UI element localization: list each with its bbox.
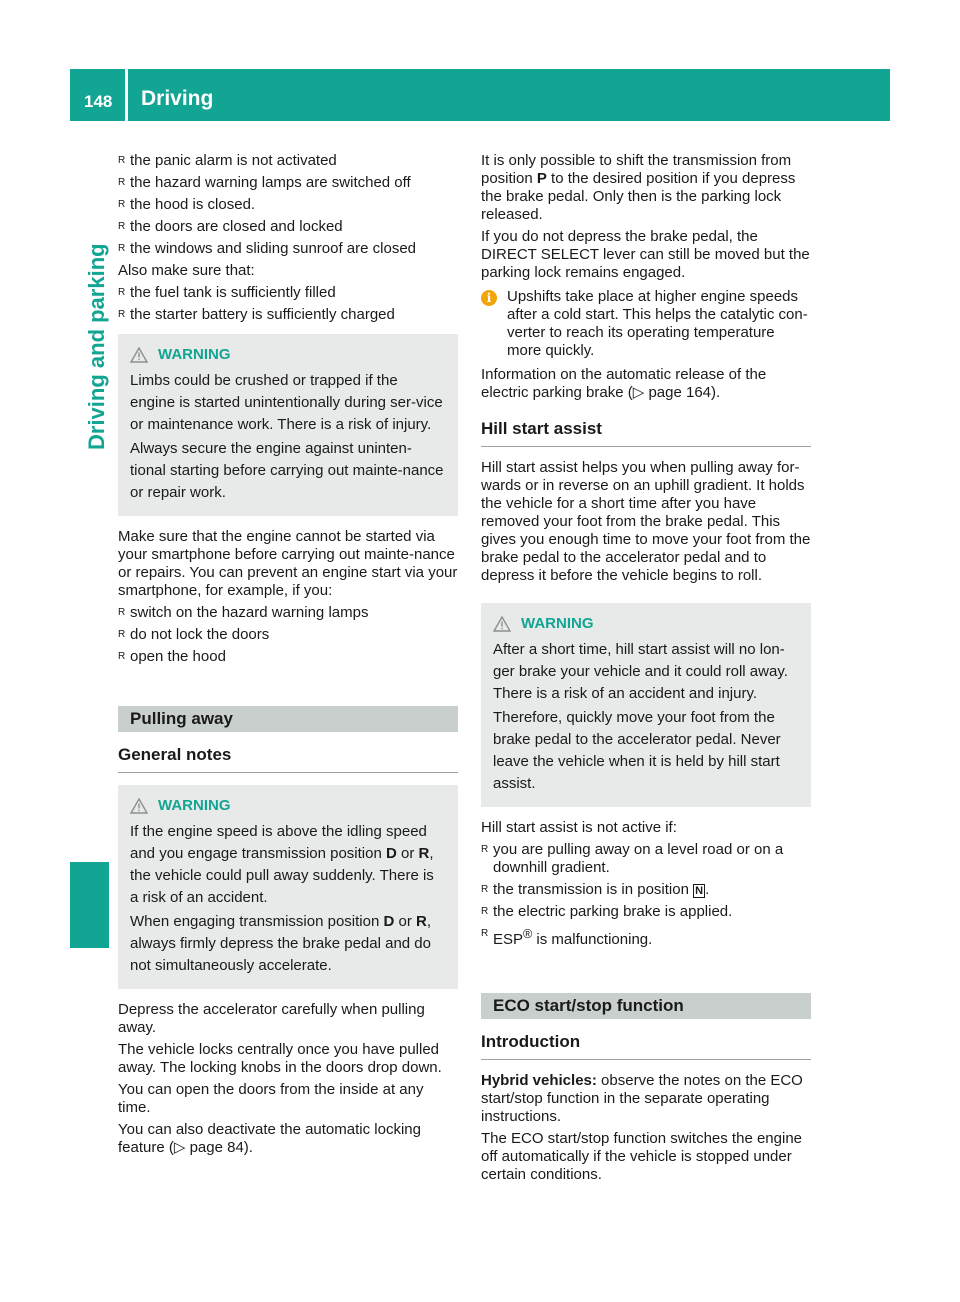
warning-text: Always secure the engine against uninten-tional starting before carrying out mainte-nance or repair work. [130, 440, 444, 501]
bullet-mark: R [118, 243, 126, 254]
body-paragraph: It is only possible to shift the transmission from position P to the desired position if you depress the brake pedal. Only then is the parking lock released. [481, 152, 796, 223]
warning-heading: WARNING [130, 344, 446, 366]
body-paragraph: Hybrid vehicles: observe the notes on the ECO start/stop function in the separate operating instructions. [481, 1072, 803, 1125]
list-item: R the hazard warning lamps are switched off [118, 174, 411, 191]
list-item: R ESP® is malfunctioning. [481, 927, 653, 948]
warning-text: Therefore, quickly move your foot from the brake pedal to the accelerator pedal. Never leave the vehicle when it is held by hill start assist. [493, 709, 781, 792]
body-paragraph: If you do not depress the brake pedal, the DIRECT SELECT lever can still be moved but the parking lock remains engaged. [481, 228, 810, 281]
body-paragraph: Depress the accelerator carefully when pulling away. [118, 1001, 425, 1036]
list-item: R the transmission is in position N . [481, 881, 710, 898]
bullet-mark: R [118, 629, 126, 640]
list-item: R the fuel tank is sufficiently filled [118, 284, 336, 301]
warning-triangle-icon [130, 347, 148, 363]
warning-text: If the engine speed is above the idling speed and you engage transmission position D or R, the vehicle could pull away suddenly. There is a risk of an accident. [130, 823, 434, 906]
bullet-mark: R [118, 309, 126, 320]
warning-text: Limbs could be crushed or trapped if the engine is started unintentionally during ser-vice or maintenance work. There is a risk of injury. [130, 372, 443, 433]
section-heading-eco: ECO start/stop function [481, 993, 811, 1019]
bullet-mark: R [481, 906, 489, 917]
warning-heading: WARNING [493, 613, 799, 635]
bullet-mark: R [118, 607, 126, 618]
gear-n-symbol: N [693, 884, 705, 898]
warning-triangle-icon [130, 798, 148, 814]
body-paragraph: The ECO start/stop function switches the engine off automatically if the vehicle is stopped under certain conditions. [481, 1130, 802, 1183]
page-reference-icon: ▷ [632, 384, 645, 401]
right-column [481, 152, 811, 1188]
list-item: R the doors are closed and locked [118, 218, 343, 235]
body-paragraph: Information on the automatic release of the electric parking brake (▷ page 164). [481, 366, 767, 401]
smartphone-paragraph: Make sure that the engine cannot be started via your smartphone before carrying out mainte-nance or repairs. You can prevent an engine start via your smartphone, for example, if you: [118, 528, 458, 599]
header-divider [125, 69, 128, 121]
bullet-list-conditions [118, 152, 458, 258]
bullet-mark: R [481, 928, 489, 939]
bullet-mark: R [481, 844, 489, 855]
bullet-mark: R [118, 651, 126, 662]
warning-heading: WARNING [130, 795, 446, 817]
side-tab-block [70, 862, 109, 948]
section-heading-pulling-away: Pulling away [118, 706, 458, 732]
list-item: R you are pulling away on a level road or on a downhill gradient. [481, 841, 784, 876]
warning-box-hill-start [481, 603, 811, 807]
bullet-mark: R [118, 199, 126, 210]
list-item: R the hood is closed. [118, 196, 256, 213]
list-item: R the windows and sliding sunroof are closed [118, 240, 417, 257]
bullet-mark: R [118, 155, 126, 166]
page-reference-icon: ▷ [173, 1139, 186, 1156]
subheading-general-notes: General notes [118, 746, 458, 773]
subheading-hill-start-assist: Hill start assist [481, 420, 811, 447]
also-make-sure-text: Also make sure that: [118, 262, 255, 279]
warning-text: After a short time, hill start assist will no lon-ger brake your vehicle and it could roll away. There is a risk of an accident and injury. [493, 641, 788, 702]
subheading-introduction: Introduction [481, 1033, 811, 1060]
bullet-mark: R [118, 287, 126, 298]
bullet-mark: R [118, 177, 126, 188]
list-item: R the panic alarm is not activated [118, 152, 337, 169]
left-column [118, 152, 458, 1161]
info-icon: i [481, 290, 497, 306]
warning-box-engine-speed [118, 785, 458, 989]
page-title: Driving [141, 87, 214, 110]
body-paragraph: Hill start assist helps you when pulling away for-wards or in reverse on an uphill gradient. It holds the vehicle for a short time after you have removed your foot from the brake pedal. This gives you enough time to move your foot from the brake pedal to the accelerator pedal and to depress it before the vehicle begins to roll. [481, 459, 811, 584]
body-paragraph: You can also deactivate the automatic locking feature (▷ page 84). [118, 1121, 421, 1156]
list-item: R switch on the hazard warning lamps [118, 604, 369, 621]
list-item: R open the hood [118, 648, 226, 665]
bullet-mark: R [481, 884, 489, 895]
page-number: 148 [84, 92, 113, 111]
info-note: i Upshifts take place at higher engine speeds after a cold start. This helps the catalytic con-verter to reach its operating temperature more quickly. [481, 288, 811, 360]
body-paragraph: The vehicle locks centrally once you have pulled away. The locking knobs in the doors drop down. [118, 1041, 442, 1076]
warning-box-limbs [118, 334, 458, 516]
warning-text: When engaging transmission position D or R, always firmly depress the brake pedal and do not simultaneously accelerate. [130, 913, 432, 974]
list-item: R do not lock the doors [118, 626, 270, 643]
list-item: R the starter battery is sufficiently charged [118, 306, 395, 323]
body-paragraph: Hill start assist is not active if: [481, 819, 677, 836]
warning-triangle-icon [493, 616, 511, 632]
bullet-mark: R [118, 221, 126, 232]
side-label: Driving and parking [84, 243, 109, 450]
body-paragraph: You can open the doors from the inside at any time. [118, 1081, 424, 1116]
list-item: R the electric parking brake is applied. [481, 903, 733, 920]
